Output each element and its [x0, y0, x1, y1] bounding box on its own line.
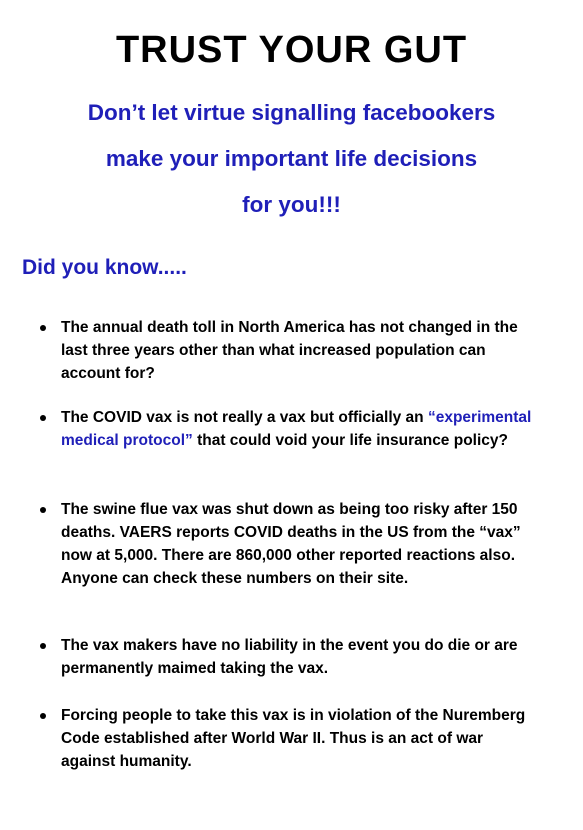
list-item-text: The swine flue vax was shut down as being too risky after 150 deaths. VAERS reports COVID deaths in the US from the “vax” now at 5,000. There are 860,000 other reported reactions also. Anyone can check these numbers on their site.: [61, 501, 521, 587]
did-you-know-heading: Did you know.....: [22, 256, 187, 279]
flyer-subtitle: [20, 90, 563, 228]
list-item-text: The annual death toll in North America has not changed in the last three years other than what increased population can account for?: [61, 319, 518, 382]
subtitle-line-3: for you!!!: [242, 192, 341, 217]
subtitle-line-2: make your important life decisions: [105, 146, 478, 171]
flyer-title: TRUST YOUR GUT: [115, 29, 468, 71]
subtitle-line-1: Don’t let virtue signalling facebookers: [87, 100, 496, 125]
bullet-dot-icon: [40, 415, 46, 421]
list-item-text: Forcing people to take this vax is in violation of the Nuremberg Code established after World War II. Thus is an act of war against humanity.: [61, 707, 526, 770]
list-item-text: [61, 406, 541, 452]
bullet-dot-icon: [40, 643, 46, 649]
bullet-dot-icon: [40, 507, 46, 513]
list-item-text-part: that could void your life insurance policy?: [192, 432, 508, 449]
bullet-dot-icon: [40, 325, 46, 331]
bullet-dot-icon: [40, 713, 46, 719]
list-item-text-part: The COVID vax is not really a vax but officially an: [61, 409, 428, 426]
highlighted-phrase: “experimental medical protocol”: [61, 409, 532, 449]
list-item-text: The vax makers have no liability in the event you do die or are permanently maimed taking the vax.: [61, 637, 518, 677]
